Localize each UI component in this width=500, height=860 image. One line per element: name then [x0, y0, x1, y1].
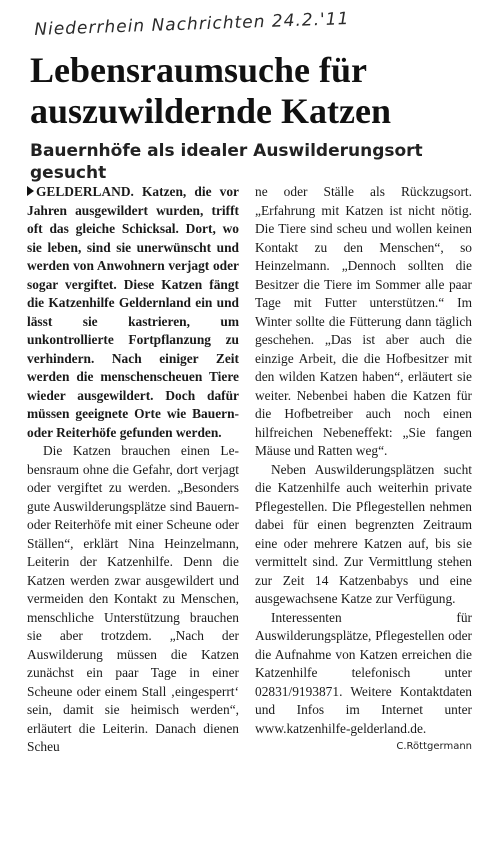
column-right — [255, 183, 472, 757]
lead-paragraph — [27, 183, 239, 442]
article-subheadline: Bauernhöfe als idealer Auswilderungsort gesucht — [30, 141, 423, 183]
handwritten-source-note: Niederrhein Nachrichten 24.2.'11 — [34, 8, 350, 40]
article-headline: Lebensraumsuche für auszuwildernde Katzen — [30, 50, 392, 131]
column-left — [27, 183, 239, 757]
dateline: GELDERLAND. — [36, 184, 134, 199]
contact-text: Interessenten für Auswilderungsplätze, Pflegestellen oder die Aufnahme von Katzen erreichen die Katzenhilfe telefonisch unter 02831/9193871. Weitere Kontaktdaten und Infos im Internet unter www.katzenhilfe-gelderland.de. — [255, 609, 472, 736]
body-paragraph-2-part-2: ne oder Ställe als Rückzugsort. „Erfahrung mit Katzen ist nicht nötig. Die Tiere sind scheu und wollen keinen Kontakt zu den Menschen“, so Heinzelmann. „Dennoch sollten die Besitzer die Tiere im Sommer alle paar Tage mit Futter unterstützen.“ Im Winter sollte die Fütterung dann täglich geschehen. „Das ist aber auch die einzige Arbeit, die die Hofbesitzer mit den wilden Katzen haben“, erläutert sie weiter. Nebenbei haben die Katzen für die Hofbetreiber auch noch einen hilfreichen Nebeneffekt: „Sie fangen Mäuse und Ratten weg“. — [255, 184, 472, 458]
body-paragraph-3: Neben Auswilderungsplätzen sucht die Katzenhilfe auch weiterhin private Pflegestellen. Die Pflegestellen nehmen dabei für einen begrenzten Zeitraum eine oder mehrere Katzen auf, bis sie vermittelt sind. Zur Vermittlung stehen zur Zeit 14 Katzenbabys und eine ausgewachsene Katze zur Verfügung. — [255, 461, 472, 606]
body-paragraph-2-part-1: Die Katzen brauchen einen Lebensraum ohne die Gefahr, dort verjagt oder vergiftet zu werden. „Besonders gute Auswilderungsplätze sind Bauern- oder Reiterhöfe mit einer Scheune oder Ställen“, erklärt Nina Heinzelmann, Leiterin der Katzenhilfe. Denn die Katzen werden zwar ausgewildert und vermeiden den Kontakt zu Menschen, menschliche Unterstützung brauchen sie aber trotzdem. „Nach der Auswilderung müssen die Katzen zunächst ein paar Tage in einer Scheune oder einem Stall ‚eingesperrt‘ sein, damit sie heimisch werden“, erläutert die Leiterin. Danach dienen Scheu — [27, 443, 239, 754]
dateline-triangle-icon — [27, 186, 34, 196]
lead-text: Katzen, die vor Jahren ausgewildert wurden, trifft oft das gleiche Schicksal. Dort, wo sie leben, sind sie unerwünscht und werden von Anwohnern verjagt oder sogar vergiftet. Diese Katzen fängt die Katzenhilfe Geldernland ein und lässt sie kastrieren, um unkontrollierte Fortpflanzung zu verhindern. Nach einiger Zeit werden die menschenscheuen Tiere wieder ausgewildert. Doch dafür müssen geeignete Orte wie Bauern- oder Reiterhöfe gefunden werden. — [27, 184, 239, 440]
author-credit: C.Röttgermann — [396, 741, 472, 752]
body-paragraph-4 — [255, 609, 472, 752]
